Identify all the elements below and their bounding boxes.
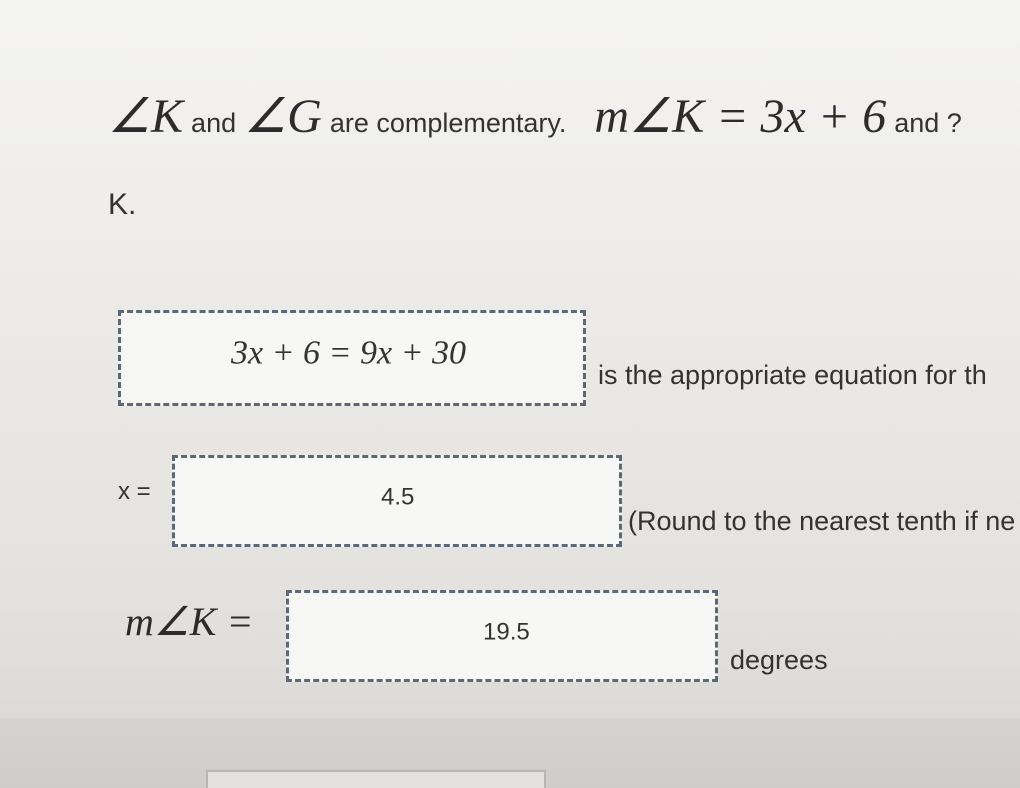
rounding-instruction: (Round to the nearest tenth if ne [628,506,1016,536]
degrees-unit: degrees [730,645,828,675]
measure-k-answer-box[interactable] [286,590,718,682]
problem-statement [108,88,970,158]
equation-answer-box[interactable] [118,310,586,406]
and-text: and [191,108,237,138]
angle-k-expression: m∠K = 3x + 6 [594,90,887,143]
complementary-text: are complementary. [329,108,567,138]
problem-continuation: K. [108,188,137,221]
equation-answer-value: 3x + 6 = 9x + 30 [231,334,467,372]
angle-g-symbol: ∠G [244,90,322,143]
x-answer-box[interactable] [172,455,622,547]
and-question-text: and ? [894,108,962,138]
equation-caption: is the appropriate equation for th [598,360,987,390]
x-label: x = [118,478,151,505]
x-answer-value: 4.5 [381,483,415,511]
angle-k-symbol: ∠K [108,90,184,143]
bottom-tab[interactable] [206,770,546,788]
measure-k-label: m∠K = [125,599,254,644]
measure-k-answer-value: 19.5 [483,618,530,646]
